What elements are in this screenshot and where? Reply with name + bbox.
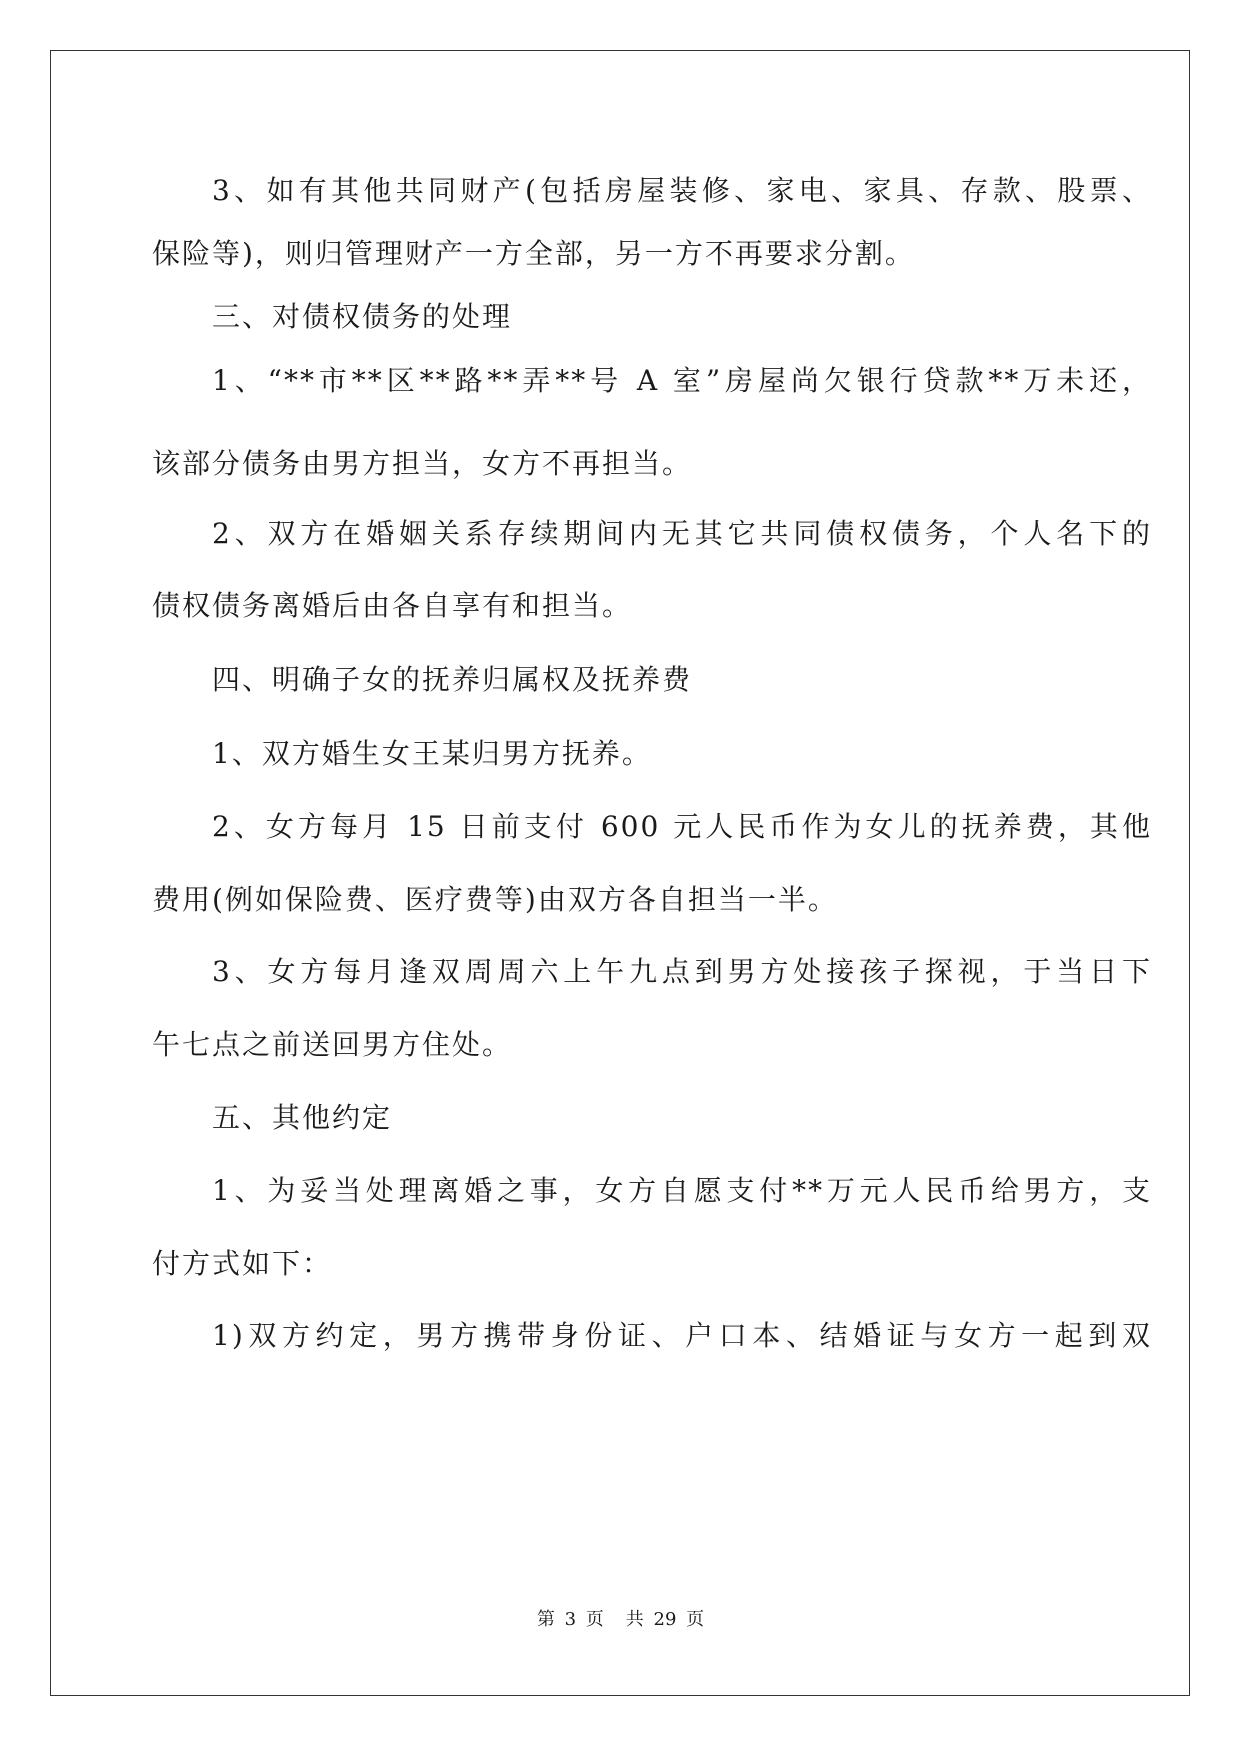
page-footer	[0, 1605, 1241, 1631]
paragraph-line: 2、女方每月 15 日前支付 600 元人民币作为女儿的抚养费，其他	[212, 810, 1152, 843]
section-heading: 三、对债权债务的处理	[212, 300, 513, 333]
paragraph-line: 债权债务离婚后由各自享有和担当。	[152, 589, 633, 622]
paragraph-line: 1、为妥当处理离婚之事，女方自愿支付**万元人民币给男方，支	[212, 1174, 1152, 1207]
paragraph-line: 1、“**市**区**路**弄**号 A 室”房屋尚欠银行贷款**万未还，	[212, 364, 1152, 397]
paragraph-line: 午七点之前送回男方住处。	[152, 1028, 513, 1061]
section-heading: 四、明确子女的抚养归属权及抚养费	[212, 663, 693, 696]
paragraph-line: 付方式如下：	[152, 1247, 333, 1280]
page-total: 共 29 页	[625, 1609, 705, 1630]
paragraph-line: 费用(例如保险费、医疗费等)由双方各自担当一半。	[152, 883, 838, 916]
section-heading: 五、其他约定	[212, 1101, 393, 1134]
paragraph-line: 该部分债务由男方担当，女方不再担当。	[152, 447, 693, 480]
paragraph-line: 3、女方每月逢双周周六上午九点到男方处接孩子探视，于当日下	[212, 955, 1152, 988]
page-number: 第 3 页	[536, 1609, 604, 1630]
paragraph-line: 保险等)，则归管理财产一方全部，另一方不再要求分割。	[152, 237, 915, 270]
paragraph-line: 1)双方约定，男方携带身份证、户口本、结婚证与女方一起到双	[212, 1319, 1152, 1352]
paragraph-line: 2、双方在婚姻关系存续期间内无其它共同债权债务，个人名下的	[212, 517, 1152, 550]
paragraph-line: 1、双方婚生女王某归男方抚养。	[212, 737, 652, 770]
paragraph-line: 3、如有其他共同财产(包括房屋装修、家电、家具、存款、股票、	[212, 174, 1152, 207]
